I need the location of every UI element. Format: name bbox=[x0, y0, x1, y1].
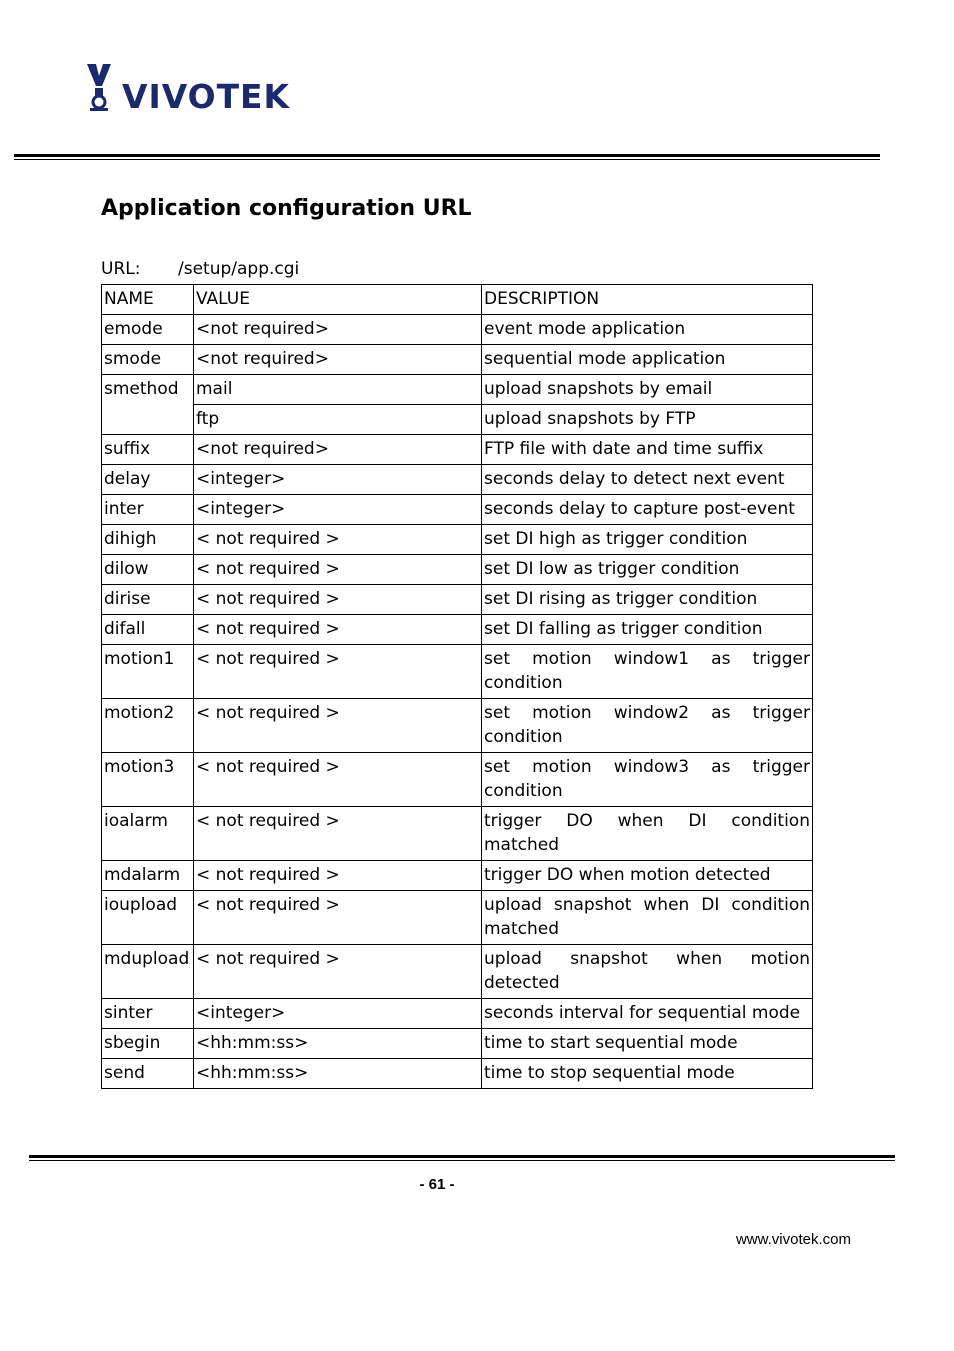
table-row bbox=[102, 615, 813, 645]
param-description: set DI falling as trigger condition bbox=[482, 615, 813, 645]
param-name bbox=[102, 405, 194, 435]
param-name: motion1 bbox=[102, 645, 194, 699]
table-row bbox=[102, 375, 813, 405]
param-name: ioupload bbox=[102, 891, 194, 945]
param-name: mdupload bbox=[102, 945, 194, 999]
param-name: difall bbox=[102, 615, 194, 645]
param-value: <integer> bbox=[194, 465, 482, 495]
table-row bbox=[102, 525, 813, 555]
param-name: dirise bbox=[102, 585, 194, 615]
svg-text:VIVOTEK: VIVOTEK bbox=[122, 77, 291, 114]
param-value: < not required > bbox=[194, 945, 482, 999]
param-value: <hh:mm:ss> bbox=[194, 1029, 482, 1059]
param-description: seconds delay to detect next event bbox=[482, 465, 813, 495]
table-row bbox=[102, 465, 813, 495]
table-row bbox=[102, 861, 813, 891]
param-name: sinter bbox=[102, 999, 194, 1029]
param-name: inter bbox=[102, 495, 194, 525]
param-description: seconds delay to capture post-event bbox=[482, 495, 813, 525]
param-value: <not required> bbox=[194, 435, 482, 465]
param-value: < not required > bbox=[194, 891, 482, 945]
table-row bbox=[102, 315, 813, 345]
table-row bbox=[102, 753, 813, 807]
param-description: seconds interval for sequential mode bbox=[482, 999, 813, 1029]
param-name: suffix bbox=[102, 435, 194, 465]
param-description: trigger DO when motion detected bbox=[482, 861, 813, 891]
param-description: set motion window2 as trigger condition bbox=[482, 699, 813, 753]
url-value: /setup/app.cgi bbox=[178, 259, 300, 279]
table-row bbox=[102, 435, 813, 465]
param-name: smethod bbox=[102, 375, 194, 405]
param-value: <not required> bbox=[194, 315, 482, 345]
table-row bbox=[102, 1059, 813, 1089]
param-value: ftp bbox=[194, 405, 482, 435]
table-row bbox=[102, 699, 813, 753]
param-description: FTP file with date and time suffix bbox=[482, 435, 813, 465]
table-row bbox=[102, 1029, 813, 1059]
param-description: time to stop sequential mode bbox=[482, 1059, 813, 1089]
param-value: < not required > bbox=[194, 585, 482, 615]
table-row bbox=[102, 585, 813, 615]
param-description: set motion window3 as trigger condition bbox=[482, 753, 813, 807]
param-description: upload snapshot when DI condition matched bbox=[482, 891, 813, 945]
param-value: < not required > bbox=[194, 645, 482, 699]
url-line bbox=[101, 259, 299, 279]
column-header-name: NAME bbox=[102, 285, 194, 315]
url-label: URL: bbox=[101, 259, 141, 279]
param-description: trigger DO when DI condition matched bbox=[482, 807, 813, 861]
param-value: < not required > bbox=[194, 555, 482, 585]
param-description: upload snapshots by FTP bbox=[482, 405, 813, 435]
table-header-row bbox=[102, 285, 813, 315]
param-name: emode bbox=[102, 315, 194, 345]
param-name: sbegin bbox=[102, 1029, 194, 1059]
logo-mark-icon bbox=[87, 64, 111, 111]
param-name: ioalarm bbox=[102, 807, 194, 861]
header-divider bbox=[14, 154, 880, 157]
param-value: < not required > bbox=[194, 699, 482, 753]
param-name: mdalarm bbox=[102, 861, 194, 891]
website-url: www.vivotek.com bbox=[735, 1231, 851, 1248]
param-name: dilow bbox=[102, 555, 194, 585]
param-description: set DI low as trigger condition bbox=[482, 555, 813, 585]
param-value: <not required> bbox=[194, 345, 482, 375]
param-description: event mode application bbox=[482, 315, 813, 345]
table-row bbox=[102, 999, 813, 1029]
param-description: upload snapshot when motion detected bbox=[482, 945, 813, 999]
param-description: set DI rising as trigger condition bbox=[482, 585, 813, 615]
param-value: mail bbox=[194, 375, 482, 405]
param-name: send bbox=[102, 1059, 194, 1089]
section-title: Application configuration URL bbox=[101, 196, 472, 221]
param-description: set motion window1 as trigger condition bbox=[482, 645, 813, 699]
param-description: set DI high as trigger condition bbox=[482, 525, 813, 555]
footer-divider bbox=[29, 1155, 895, 1158]
param-name: motion3 bbox=[102, 753, 194, 807]
param-value: < not required > bbox=[194, 615, 482, 645]
param-value: < not required > bbox=[194, 753, 482, 807]
table-row bbox=[102, 495, 813, 525]
table-row bbox=[102, 645, 813, 699]
param-value: <hh:mm:ss> bbox=[194, 1059, 482, 1089]
table-row bbox=[102, 945, 813, 999]
vivotek-logo bbox=[86, 62, 296, 114]
param-description: upload snapshots by email bbox=[482, 375, 813, 405]
param-value: < not required > bbox=[194, 525, 482, 555]
param-value: < not required > bbox=[194, 861, 482, 891]
param-description: time to start sequential mode bbox=[482, 1029, 813, 1059]
table-row bbox=[102, 405, 813, 435]
param-value: <integer> bbox=[194, 999, 482, 1029]
table-row bbox=[102, 345, 813, 375]
parameter-table bbox=[101, 284, 813, 1089]
param-value: < not required > bbox=[194, 807, 482, 861]
param-description: sequential mode application bbox=[482, 345, 813, 375]
param-value: <integer> bbox=[194, 495, 482, 525]
column-header-value: VALUE bbox=[194, 285, 482, 315]
param-name: dihigh bbox=[102, 525, 194, 555]
page-number: - 61 - bbox=[419, 1176, 455, 1193]
table-row bbox=[102, 891, 813, 945]
param-name: motion2 bbox=[102, 699, 194, 753]
table-row bbox=[102, 555, 813, 585]
table-row bbox=[102, 807, 813, 861]
param-name: delay bbox=[102, 465, 194, 495]
param-name: smode bbox=[102, 345, 194, 375]
column-header-description: DESCRIPTION bbox=[482, 285, 813, 315]
